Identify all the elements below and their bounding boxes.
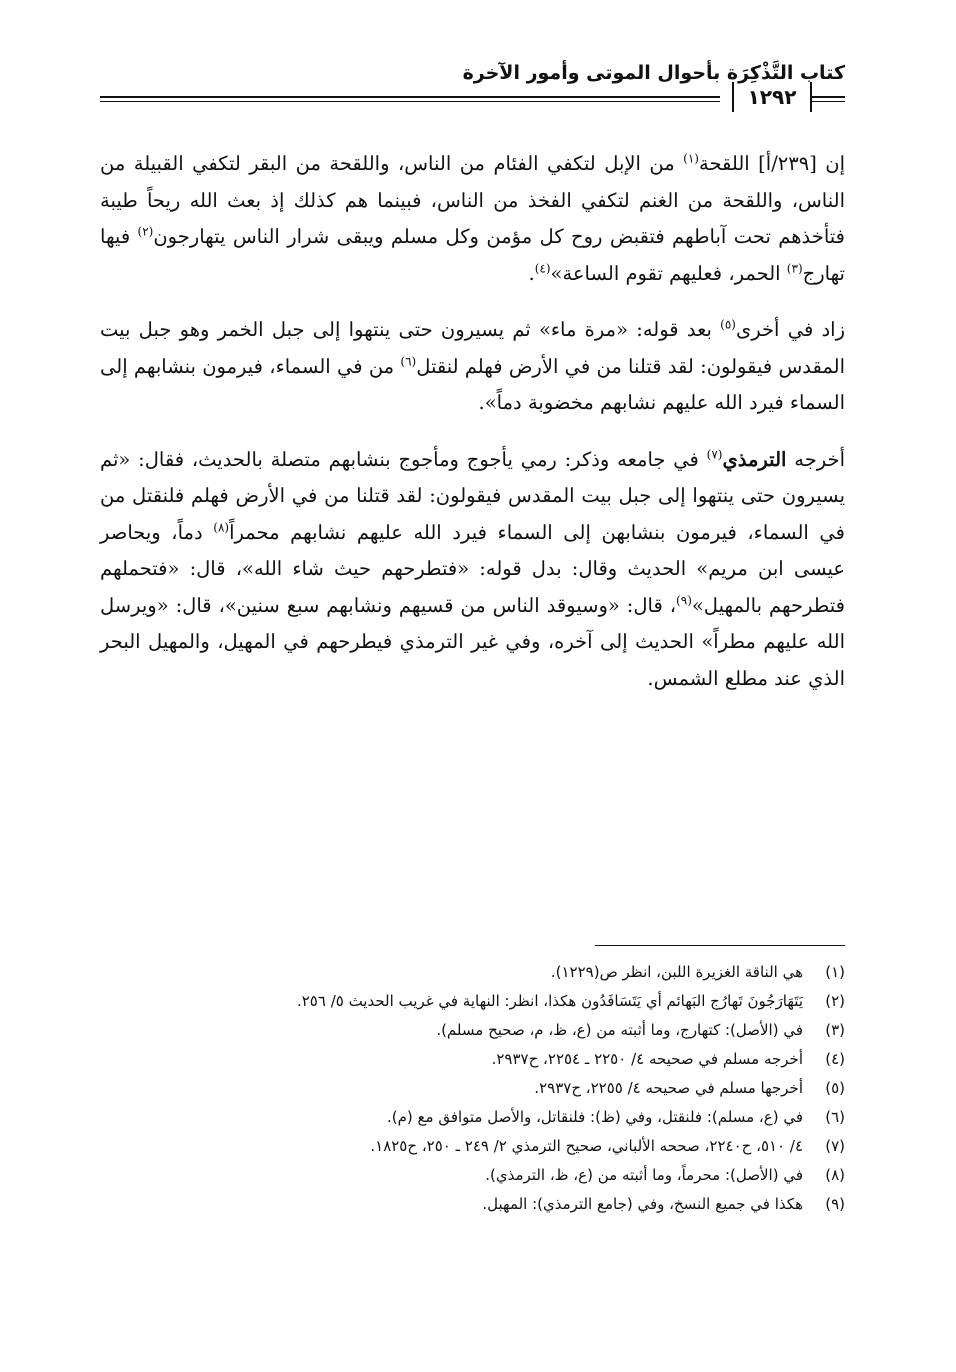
text-run: ، قال: «وسيوقد الناس من قسيهم ونشابهم سبع سنين»، قال: «ويرسل الله عليهم مطراً» الحديث إلى آخره، وفي غير الترمذي فيطرحهم في المهيل، والمهيل البحر الذي عند مطلع الشمس. [100,593,845,690]
footnote-ref: (٢) [137,224,154,239]
footnote-text: ٤/ ٥١٠، ح٢٢٤٠، صححه الألباني، صحيح الترمذي ٢/ ٢٤٩ ـ ٢٥٠، ح١٨٢٥. [370,1137,803,1155]
footnote [100,1103,845,1132]
paragraph [100,442,845,698]
footnote [100,1190,845,1219]
text-run: من الإبل لتكفي الفئام من الناس، واللقحة من البقر لتكفي القبيلة من الناس، واللقحة من الغنم لتكفي الفخذ من الناس، فبينما هم كذلك إذ بعث الله ريحاً طيبة فتأخذهم تحت آباطهم فتقبض روح كل مؤمن وكل مسلم ويبقى شرار الناس يتهارجون [100,152,845,248]
footnote-text: أخرجه مسلم في صحيحه ٤/ ٢٢٥٠ ـ ٢٢٥٤، ح٢٩٣٧. [491,1050,803,1068]
footnote-text: في (الأصل): محرماً، وما أثبته من (ع، ظ، الترمذي). [485,1166,803,1184]
footnote-ref: (٤) [534,261,551,275]
footnotes [100,958,845,1219]
footnote-separator [595,945,845,946]
text-run: إن [٢٣٩/أ] اللقحة [698,152,845,175]
text-run: بعد قوله: «مرة ماء» ثم يسيرون حتى ينتهوا إلى جبل الخمر وهو جبل بيت المقدس فيقولون: لقد قتلنا من في الأرض فهلم لنقتل [100,318,845,378]
footnote-ref: (٨) [213,520,230,534]
footnote-number: (٣) [825,1021,845,1039]
footnote-ref: (٧) [706,447,723,461]
footnote-ref: (١) [683,151,699,166]
footnote-ref: (٣) [786,261,803,275]
emphasis-text: الترمذي [722,447,787,471]
footnote [100,1074,845,1103]
header-rule [100,96,720,98]
text-run: زاد في أخرى [735,318,846,341]
header-rule-thin [100,101,720,102]
footnote-ref: (٦) [400,354,417,368]
page-header [100,60,845,110]
footnote-number: (٩) [825,1195,845,1213]
footnote-text: أخرجها مسلم في صحيحه ٤/ ٢٢٥٥، ح٢٩٣٧. [534,1079,803,1097]
text-run: دماً، ويحاصر عيسى ابن مريم» الحديث وقال: بدل قوله: «فتطرحهم حيث شاء الله»، قال: «فتحملهم فتطرحهم بالمهيل» [100,520,845,617]
footnote-number: (٧) [825,1137,845,1155]
text-run: . [528,261,535,285]
footnote-number: (١) [825,963,845,981]
footnote-number: (٢) [825,992,845,1010]
footnote-text: يَتَهَارَجُونَ تَهارُج البَهائم أي يَتَسَافَدُون هكذا، انظر: النهاية في غريب الحديث ٥/ ٢٥٦. [296,992,803,1010]
footnote-ref: (٩) [676,593,692,607]
header-rule-right-thin [812,101,845,102]
footnote-number: (٥) [825,1079,845,1097]
main-text [100,146,845,717]
footnote [100,987,845,1016]
text-run: من في السماء، فيرمون بنشابهم إلى السماء فيرد الله عليهم نشابهم مخضوبة دماً». [100,354,845,414]
book-title: كتاب التَّذْكِرَة بأحوال الموتى وأمور الآخرة [462,62,845,84]
footnote [100,1161,845,1190]
footnote-number: (٤) [825,1050,845,1068]
paragraph [100,146,845,292]
footnote [100,1016,845,1045]
text-run: في جامعه وذكر: رمي يأجوج ومأجوج بنشابهم متصلة بالحديث، فقال: «ثم يسيرون حتى ينتهوا إلى جبل بيت المقدس فيقولون: لقد قتلنا من في الأرض فهلم فلنقتل من في السماء، فيرمون بنشابهن إلى السماء فيرد الله عليهم نشابهم محمراً [100,447,845,544]
footnote-text: في (ع، مسلم): فلنقتل، وفي (ظ): فلنقاتل، والأصل متوافق مع (م). [387,1108,803,1126]
footnote [100,958,845,987]
footnote-number: (٨) [825,1166,845,1184]
footnote-number: (٦) [825,1108,845,1126]
footnote-text: في (الأصل): كتهارج، وما أثبته من (ع، ظ، م، صحيح مسلم). [436,1021,803,1039]
footnote-text: هكذا في جميع النسخ، وفي (جامع الترمذي): المهبل. [482,1195,803,1213]
footnote-ref: (٥) [720,317,736,332]
page-number: ١٢٩٢ [732,82,812,112]
paragraph [100,312,845,422]
text-run: الحمر، فعليهم تقوم الساعة» [550,261,787,285]
header-rule-right [812,96,845,98]
text-run: فيها تهارج [100,225,845,285]
text-run: أخرجه [786,447,845,471]
footnote [100,1045,845,1074]
footnote-text: هي الناقة الغزيرة اللبن، انظر ص(١٢٢٩). [550,963,803,981]
footnote [100,1132,845,1161]
